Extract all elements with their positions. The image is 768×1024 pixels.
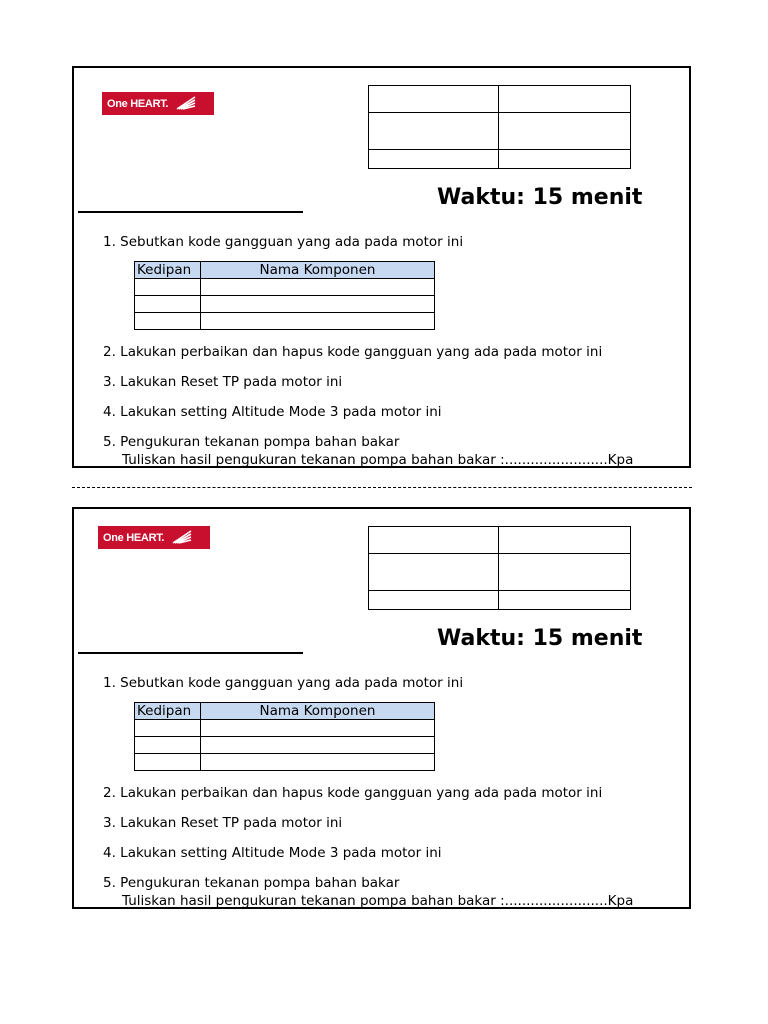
table-row bbox=[135, 296, 435, 313]
column-header-kedipan: Kedipan bbox=[135, 703, 201, 720]
table-row bbox=[135, 737, 435, 754]
honda-logo bbox=[98, 526, 210, 549]
question-2: 2. Lakukan perbaikan dan hapus kode gangguan yang ada pada motor ini bbox=[103, 344, 603, 360]
time-limit-title: Waktu: 15 menit bbox=[437, 185, 643, 210]
question-4: 4. Lakukan setting Altitude Mode 3 pada motor ini bbox=[103, 845, 442, 861]
question-4: 4. Lakukan setting Altitude Mode 3 pada motor ini bbox=[103, 404, 442, 420]
table-cell[interactable] bbox=[201, 754, 435, 771]
question-1: 1. Sebutkan kode gangguan yang ada pada motor ini bbox=[103, 675, 464, 691]
info-box bbox=[368, 526, 631, 610]
question-5: 5. Pengukuran tekanan pompa bahan bakar bbox=[103, 875, 400, 891]
wing-icon bbox=[171, 529, 193, 545]
info-cell[interactable] bbox=[499, 527, 631, 554]
table-cell[interactable] bbox=[135, 754, 201, 771]
table-row bbox=[135, 720, 435, 737]
wing-icon bbox=[175, 95, 197, 111]
info-cell[interactable] bbox=[499, 554, 631, 591]
time-limit-title: Waktu: 15 menit bbox=[437, 626, 643, 651]
table-cell[interactable] bbox=[201, 313, 435, 330]
question-5-answer-line: Tuliskan hasil pengukuran tekanan pompa bahan bakar :........................Kpa bbox=[122, 893, 634, 909]
info-cell[interactable] bbox=[499, 150, 631, 169]
table-row bbox=[135, 754, 435, 771]
info-cell[interactable] bbox=[369, 86, 499, 113]
column-header-nama-komponen: Nama Komponen bbox=[201, 703, 435, 720]
question-1: 1. Sebutkan kode gangguan yang ada pada motor ini bbox=[103, 234, 464, 250]
table-cell[interactable] bbox=[201, 737, 435, 754]
info-cell[interactable] bbox=[369, 591, 499, 610]
table-cell[interactable] bbox=[135, 296, 201, 313]
table-cell[interactable] bbox=[201, 279, 435, 296]
exam-card-bottom bbox=[72, 507, 691, 909]
info-cell[interactable] bbox=[369, 554, 499, 591]
name-signature-line bbox=[78, 211, 303, 213]
honda-logo bbox=[102, 92, 214, 115]
info-box bbox=[368, 85, 631, 169]
component-table bbox=[134, 261, 435, 330]
component-table bbox=[134, 702, 435, 771]
question-3: 3. Lakukan Reset TP pada motor ini bbox=[103, 815, 343, 831]
table-cell[interactable] bbox=[135, 737, 201, 754]
question-5-answer-line: Tuliskan hasil pengukuran tekanan pompa bahan bakar :........................Kpa bbox=[122, 452, 634, 468]
table-cell[interactable] bbox=[135, 279, 201, 296]
info-cell[interactable] bbox=[369, 113, 499, 150]
info-cell[interactable] bbox=[499, 86, 631, 113]
logo-text: One HEART. bbox=[103, 531, 165, 544]
column-header-nama-komponen: Nama Komponen bbox=[201, 262, 435, 279]
question-5: 5. Pengukuran tekanan pompa bahan bakar bbox=[103, 434, 400, 450]
table-cell[interactable] bbox=[135, 720, 201, 737]
name-signature-line bbox=[78, 652, 303, 654]
table-cell[interactable] bbox=[201, 720, 435, 737]
info-cell[interactable] bbox=[369, 527, 499, 554]
logo-text: One HEART. bbox=[107, 97, 169, 110]
column-header-kedipan: Kedipan bbox=[135, 262, 201, 279]
table-cell[interactable] bbox=[135, 313, 201, 330]
question-3: 3. Lakukan Reset TP pada motor ini bbox=[103, 374, 343, 390]
info-cell[interactable] bbox=[499, 591, 631, 610]
cut-line-separator bbox=[72, 487, 692, 488]
table-row bbox=[135, 279, 435, 296]
table-cell[interactable] bbox=[201, 296, 435, 313]
table-row bbox=[135, 313, 435, 330]
info-cell[interactable] bbox=[499, 113, 631, 150]
info-cell[interactable] bbox=[369, 150, 499, 169]
question-2: 2. Lakukan perbaikan dan hapus kode gangguan yang ada pada motor ini bbox=[103, 785, 603, 801]
exam-card-top bbox=[72, 66, 691, 468]
